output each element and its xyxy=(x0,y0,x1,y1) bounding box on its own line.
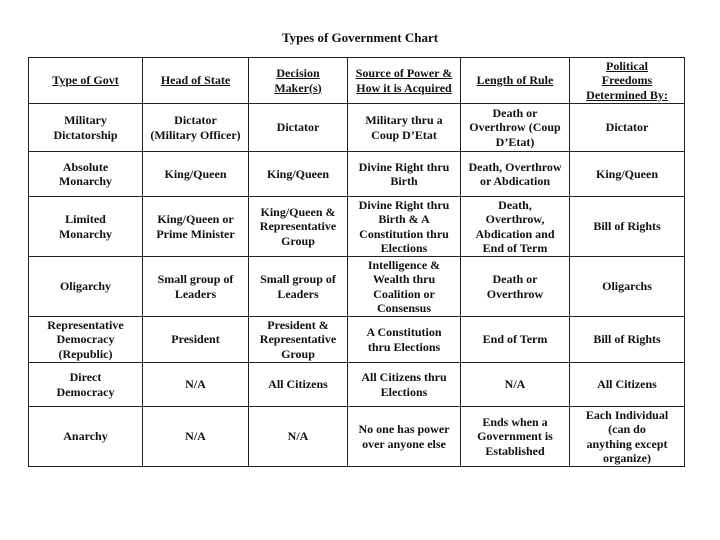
column-header-political-freedoms: Political Freedoms Determined By: xyxy=(570,58,685,104)
table-row-representative-democracy xyxy=(29,317,685,363)
cell-decision-makers: King/Queen xyxy=(249,152,348,197)
cell-source-of-power: Military thru a Coup D’Etat xyxy=(348,104,461,152)
cell-length-of-rule: End of Term xyxy=(461,317,570,363)
table-row-oligarchy xyxy=(29,257,685,317)
table-header-row xyxy=(29,58,685,104)
cell-head-of-state: N/A xyxy=(143,363,249,407)
cell-source-of-power: Divine Right thru Birth & A Constitution thru Elections xyxy=(348,197,461,257)
cell-decision-makers: King/Queen & Representative Group xyxy=(249,197,348,257)
cell-length-of-rule: Death or Overthrow (Coup D’Etat) xyxy=(461,104,570,152)
cell-head-of-state: Small group of Leaders xyxy=(143,257,249,317)
page-title: Types of Government Chart xyxy=(281,30,439,45)
cell-length-of-rule: N/A xyxy=(461,363,570,407)
column-header-decision-makers: Decision Maker(s) xyxy=(249,58,348,104)
cell-source-of-power: No one has power over anyone else xyxy=(348,407,461,467)
cell-source-of-power: Divine Right thru Birth xyxy=(348,152,461,197)
cell-decision-makers: Small group of Leaders xyxy=(249,257,348,317)
cell-political-freedoms: Bill of Rights xyxy=(570,317,685,363)
cell-length-of-rule: Ends when a Government is Established xyxy=(461,407,570,467)
cell-decision-makers: Dictator xyxy=(249,104,348,152)
cell-political-freedoms: Each Individual (can do anything except organize) xyxy=(570,407,685,467)
cell-source-of-power: All Citizens thru Elections xyxy=(348,363,461,407)
table-row-direct-democracy xyxy=(29,363,685,407)
table-row-military-dictatorship xyxy=(29,104,685,152)
cell-length-of-rule: Death, Overthrow or Abdication xyxy=(461,152,570,197)
cell-political-freedoms: All Citizens xyxy=(570,363,685,407)
column-header-type: Type of Govt xyxy=(29,58,143,104)
cell-type: Limited Monarchy xyxy=(29,197,143,257)
cell-type: Representative Democracy (Republic) xyxy=(29,317,143,363)
cell-source-of-power: Intelligence & Wealth thru Coalition or Consensus xyxy=(348,257,461,317)
cell-head-of-state: King/Queen xyxy=(143,152,249,197)
cell-decision-makers: N/A xyxy=(249,407,348,467)
cell-head-of-state: N/A xyxy=(143,407,249,467)
cell-length-of-rule: Death or Overthrow xyxy=(461,257,570,317)
cell-political-freedoms: King/Queen xyxy=(570,152,685,197)
cell-source-of-power: A Constitution thru Elections xyxy=(348,317,461,363)
cell-head-of-state: Dictator (Military Officer) xyxy=(143,104,249,152)
column-header-head-of-state: Head of State xyxy=(143,58,249,104)
cell-head-of-state: King/Queen or Prime Minister xyxy=(143,197,249,257)
cell-type: Anarchy xyxy=(29,407,143,467)
cell-length-of-rule: Death, Overthrow, Abdication and End of Term xyxy=(461,197,570,257)
cell-decision-makers: President & Representative Group xyxy=(249,317,348,363)
cell-type: Oligarchy xyxy=(29,257,143,317)
column-header-length-of-rule: Length of Rule xyxy=(461,58,570,104)
cell-type: Direct Democracy xyxy=(29,363,143,407)
cell-decision-makers: All Citizens xyxy=(249,363,348,407)
table-row-limited-monarchy xyxy=(29,197,685,257)
table-row-anarchy xyxy=(29,407,685,467)
cell-head-of-state: President xyxy=(143,317,249,363)
government-types-table xyxy=(28,57,685,467)
column-header-source-of-power: Source of Power & How it is Acquired xyxy=(348,58,461,104)
cell-political-freedoms: Oligarchs xyxy=(570,257,685,317)
cell-political-freedoms: Dictator xyxy=(570,104,685,152)
cell-type: Absolute Monarchy xyxy=(29,152,143,197)
cell-type: Military Dictatorship xyxy=(29,104,143,152)
table-row-absolute-monarchy xyxy=(29,152,685,197)
cell-political-freedoms: Bill of Rights xyxy=(570,197,685,257)
